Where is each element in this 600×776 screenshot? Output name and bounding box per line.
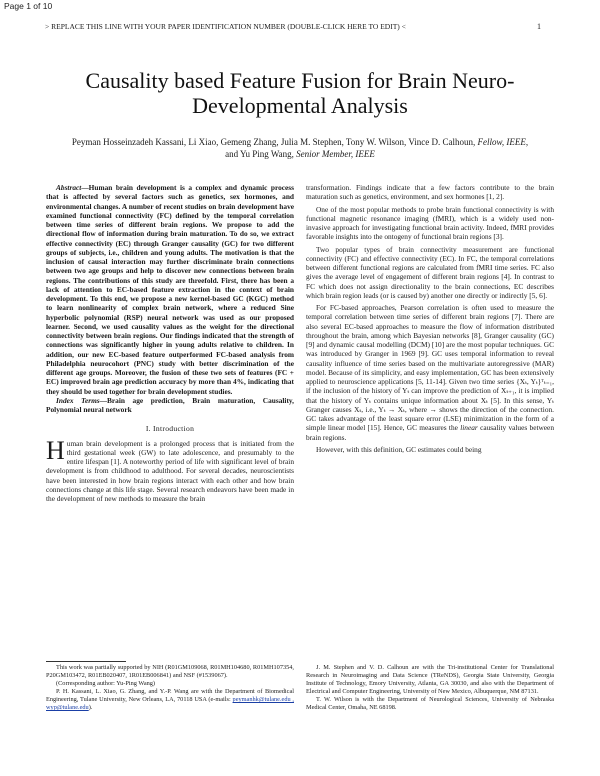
paragraph: However, with this definition, GC estimates could being bbox=[316, 444, 482, 454]
authors-and: , and Yu Ping Wang, bbox=[225, 137, 529, 159]
author-list bbox=[70, 136, 530, 160]
paragraph bbox=[306, 303, 554, 442]
paper-title: Causality based Feature Fusion for Brain Neuro-Developmental Analysis bbox=[85, 68, 515, 118]
left-column bbox=[46, 183, 294, 506]
paragraph: Two popular types of brain connectivity measurement are functional connectivity (FC) and effective connectivity (EC). In FC, the temporal correlations between different functional regions are calculated from fMRI time series. FC also gives the average level of engagement of different brain regions [4]. In contrast to FC which does not assign directionality to the brain connections, EC describes which brain region leads (or is caused by) another one directly or indirectly [5, 6]. bbox=[306, 244, 554, 300]
affiliation-note bbox=[46, 688, 294, 712]
section-heading-introduction: I. Introduction bbox=[145, 424, 195, 434]
affiliation-text: P. H. Kassani, L. Xiao, G. Zhang, and Y.-P. Wang are with the Department of Biomedical Engineering, Tulane University, New Orleans, LA, 70118 USA (e-mails: bbox=[46, 688, 294, 704]
intro-paragraph bbox=[46, 435, 294, 504]
footnote-rule bbox=[46, 661, 126, 662]
intro-text: uman brain development is a prolonged process that is initiated from the third gestational week (GW) to late adolescence, and presumably to the entire lifespan [1]. A noteworthy period of life with significant level of brain development is from childhood to adulthood. For several decades, neuroscientists have been interested in how brain regions interact with each other and how brain connections change at this life stage. Several research endeavors have been made in the development of new methods to measure the brain bbox=[46, 438, 294, 503]
index-terms bbox=[46, 396, 294, 415]
corresponding-author-note: (Corresponding author: Yu-Ping Wang) bbox=[56, 680, 156, 688]
authors-main: Peyman Hosseinzadeh Kassani, Li Xiao, Gemeng Zhang, Julia M. Stephen, Tony W. Wilson, Vince D. Calhoun, bbox=[71, 137, 478, 147]
affiliation-note: J. M. Stephen and V. D. Calhoun are with the Tri-institutional Center for Translational Research in Neuroimaging and Data Science (TReNDS), Georgia State University, Georgia Institute of Technology, Emory University, Atlanta, GA 30030, and also with the Department of Electrical and Computer Engineering, University of New Mexico, Albuquerque, NM 87131. bbox=[306, 664, 554, 696]
footnotes-right bbox=[306, 664, 554, 713]
paragraph-text: For FC-based approaches, Pearson correlation is often used to measure the temporal correlation between time series of different brain regions [7]. There are also several EC-based approaches to measure the flow of information distributed throughout the brain, among which Bayesian networks [8], Granger causality (GC) [9] and dynamic causal modelling (DCM) [10] are the most popular techniques. GC was introduced by Granger in 1969 [9]. GC uses temporal information to reveal causality influence of time series based on the multivariate autoregressive (MAR) model. Because of its simplicity, and easy implementation, GC has been extensively applied to neuroscience applications [5, 11-14]. Given two time series {Xₜ, Yₜ}ᵀₜ₌₁, if the inclusion of the history of Yₜ can improve the prediction of Xₜ₊₁, it is implied that the history of Yₜ contains unique information about Xₜ [5]. In this sense, Yₜ Granger causes Xₜ, i.e., Yₜ → Xₜ, where → shows the direction of the connection. GC takes advantage of the least square error (LSE) minimization in the form of a simple linear model [15]. Hence, GC measures the bbox=[306, 303, 554, 433]
index-terms-text: —Brain age prediction, Brain maturation, Causality, Polynomial neural network bbox=[46, 395, 294, 414]
affiliation-end: ). bbox=[88, 704, 93, 712]
index-terms-lead: Index Terms bbox=[56, 395, 100, 405]
senior-member-title: Senior Member, IEEE bbox=[296, 149, 375, 159]
abstract-text: —Human brain development is a complex and dynamic process that is affected by several factors such as genetics, sex hormones, and environmental changes. A number of recent studies on brain development have examined functional connectivity (FC) defined by the temporal correlation between time series of different brain regions. We propose to add the directional flow of information during brain maturation. To do so, we extract effective connectivity (EC) through Granger causality (GC) for two different groups of subjects, i.e., children and young adults. The motivation is that the inclusion of causal interaction may further discriminate brain connections between two age groups and help to discover new connections between brain regions. The contributions of this study are threefold. First, there has been a lack of attention to EC-based feature extraction in the context of brain development. To this end, we propose a new kernel-based GC (KGC) method to learn nonlinearity of complex brain network, where a reduced Sine hyperbolic polynomial (RSP) neural network was used as our proposed learner. Second, we used causality values as the weight for the directional connectivity between brain regions. Our findings indicated that the strength of connections was significantly higher in young adults relative to children. In addition, our new EC-based feature outperformed FC-based analysis from Philadelphia neurocohort (PNC) study with better discrimination of the different age groups. Moreover, the fusion of these two sets of features (FC + EC) improved brain age prediction accuracy by more than 4%, indicating that they should be used together for brain development studies. bbox=[46, 183, 294, 396]
abstract-lead: Abstract bbox=[56, 183, 82, 192]
page-indicator: Page 1 of 10 bbox=[4, 1, 53, 11]
emphasis-linear: linear bbox=[460, 423, 478, 433]
paragraph-text-end: causality values between brain regions. bbox=[306, 423, 554, 442]
paragraph: transformation. Findings indicate that a few factors contribute to the brain maturation such as genetics, environment, and sex hormones [1, 2]. bbox=[306, 183, 554, 202]
dropcap-letter: H bbox=[46, 435, 65, 465]
page-number: 1 bbox=[537, 22, 541, 31]
funding-note: This work was partially supported by NIH (R01GM109068, R01MH104680, R01MH107354, P20GM103472, R01EB020407, 1R01EB006841) and NSF (#1539067). bbox=[46, 664, 294, 680]
right-column bbox=[306, 183, 554, 457]
fellow-title: Fellow, IEEE bbox=[477, 137, 526, 147]
paper-id-placeholder[interactable]: > REPLACE THIS LINE WITH YOUR PAPER IDENTIFICATION NUMBER (DOUBLE-CLICK HERE TO EDIT) < bbox=[45, 22, 406, 31]
footnotes-left bbox=[46, 664, 294, 713]
paragraph: One of the most popular methods to probe brain functional connectivity is with functional magnetic resonance imaging (fMRI), which is a widely used non-invasive approach for investigating functional brain activity. Indeed, fMRI provides favorable insights into the ontogeny of functional brain regions [3]. bbox=[306, 204, 554, 242]
abstract bbox=[46, 183, 294, 396]
affiliation-note: T. W. Wilson is with the Department of Neurological Sciences, University of Nebraska Medical Center, Omaha, NE 68198. bbox=[306, 696, 554, 712]
email-link[interactable]: peymanhk@tulane.edu , wyp@tulane.edu bbox=[46, 696, 294, 712]
